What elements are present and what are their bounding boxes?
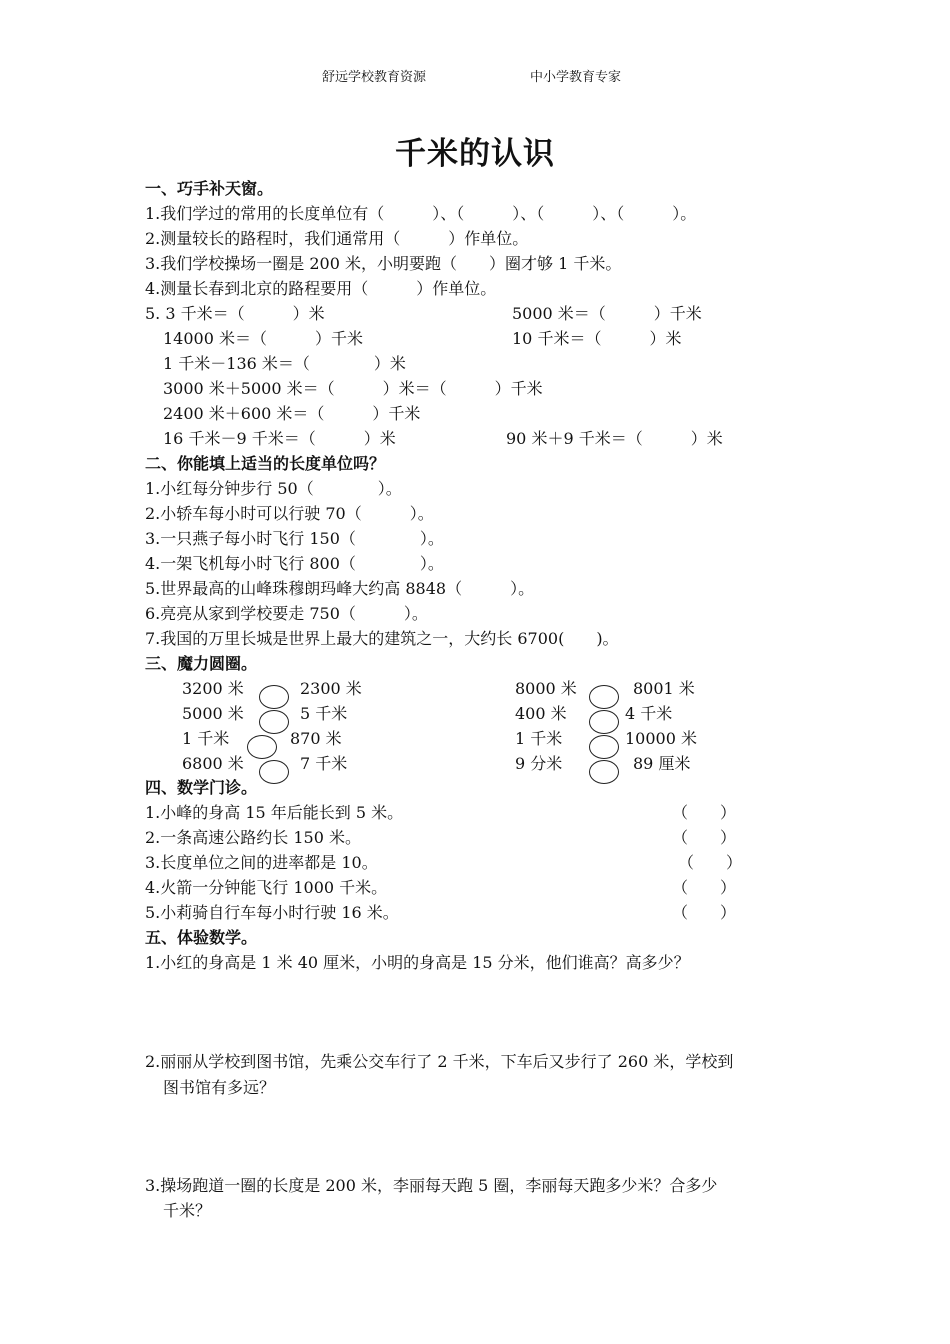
- s3-left-b: 7 千米: [300, 754, 348, 773]
- s5-q2-line1: 2.丽丽从学校到图书馆，先乘公交车行了 2 千米，下车后又步行了 260 米，学校到: [145, 1052, 734, 1071]
- page-title: 千米的认识: [395, 136, 555, 172]
- s2-item: 4.一架飞机每小时飞行 800（ ）。: [145, 554, 444, 573]
- header-left: 舒远学校教育资源: [322, 70, 427, 85]
- s3-right-a: 9 分米: [515, 754, 563, 773]
- s1-q2: 2.测量较长的路程时，我们通常用（ ）作单位。: [145, 229, 529, 248]
- s3-right-b: 10000 米: [625, 729, 697, 748]
- compare-circle[interactable]: [259, 760, 289, 784]
- s4-item: 4.火箭一分钟能飞行 1000 千米。: [145, 878, 388, 897]
- s3-left-b: 2300 米: [300, 679, 362, 698]
- s1-q3: 3.我们学校操场一圈是 200 米，小明要跑（ ）圈才够 1 千米。: [145, 254, 622, 273]
- judge-blank[interactable]: （ ）: [678, 853, 743, 872]
- s1-q5b-right: 10 千米＝（ ）米: [512, 329, 682, 348]
- s1-q5f-left: 16 千米－9 千米＝（ ）米: [163, 429, 396, 448]
- s3-left-b: 870 米: [290, 729, 342, 748]
- s1-q5d: 3000 米＋5000 米＝（ ）米＝（ ）千米: [163, 379, 543, 398]
- s3-left-a: 3200 米: [182, 679, 244, 698]
- s5-q3-line2: 千米？: [163, 1201, 212, 1220]
- judge-blank[interactable]: （ ）: [672, 828, 737, 847]
- s1-q5a-right: 5000 米＝（ ）千米: [512, 304, 702, 323]
- compare-circle[interactable]: [589, 735, 619, 759]
- s1-q5b-left: 14000 米＝（ ）千米: [163, 329, 363, 348]
- s5-q2-line2: 图书馆有多远？: [163, 1078, 276, 1097]
- s2-item: 6.亮亮从家到学校要走 750（ ）。: [145, 604, 428, 623]
- s5-q1: 1.小红的身高是 1 米 40 厘米，小明的身高是 15 分米，他们谁高？高多少？: [145, 953, 690, 972]
- judge-blank[interactable]: （ ）: [672, 878, 737, 897]
- s2-item: 3.一只燕子每小时飞行 150（ ）。: [145, 529, 444, 548]
- s5-q3-line1: 3.操场跑道一圈的长度是 200 米，李丽每天跑 5 圈，李丽每天跑多少米？合多少: [145, 1176, 718, 1195]
- s3-right-a: 1 千米: [515, 729, 563, 748]
- s1-q5f-right: 90 米＋9 千米＝（ ）米: [506, 429, 723, 448]
- s1-q5e: 2400 米＋600 米＝（ ）千米: [163, 404, 421, 423]
- judge-blank[interactable]: （ ）: [672, 803, 737, 822]
- s4-item: 2.一条高速公路约长 150 米。: [145, 828, 361, 847]
- compare-circle[interactable]: [259, 685, 289, 709]
- s1-q4: 4.测量长春到北京的路程要用（ ）作单位。: [145, 279, 497, 298]
- compare-circle[interactable]: [589, 710, 619, 734]
- s1-q1: 1.我们学过的常用的长度单位有（ ）、（ ）、（ ）、（ ）。: [145, 204, 697, 223]
- section3-heading: 三、魔力圆圈。: [145, 654, 258, 673]
- judge-blank[interactable]: （ ）: [672, 903, 737, 922]
- s1-q5c: 1 千米－136 米＝（ ）米: [163, 354, 406, 373]
- s3-left-a: 6800 米: [182, 754, 244, 773]
- s3-right-b: 8001 米: [633, 679, 695, 698]
- section4-heading: 四、数学门诊。: [145, 778, 258, 797]
- s2-item: 1.小红每分钟步行 50（ ）。: [145, 479, 402, 498]
- s3-left-a: 1 千米: [182, 729, 230, 748]
- s3-left-b: 5 千米: [300, 704, 348, 723]
- s3-right-b: 4 千米: [625, 704, 673, 723]
- s4-item: 5.小莉骑自行车每小时行驶 16 米。: [145, 903, 399, 922]
- section5-heading: 五、体验数学。: [145, 928, 258, 947]
- s3-right-b: 89 厘米: [633, 754, 691, 773]
- s4-item: 3.长度单位之间的进率都是 10。: [145, 853, 378, 872]
- compare-circle[interactable]: [247, 735, 277, 759]
- s2-item: 5.世界最高的山峰珠穆朗玛峰大约高 8848（ ）。: [145, 579, 535, 598]
- s2-item: 7.我国的万里长城是世界上最大的建筑之一，大约长 6700( )。: [145, 629, 619, 648]
- compare-circle[interactable]: [589, 685, 619, 709]
- s3-right-a: 8000 米: [515, 679, 577, 698]
- compare-circle[interactable]: [259, 710, 289, 734]
- section2-heading: 二、你能填上适当的长度单位吗？: [145, 454, 386, 473]
- header-right: 中小学教育专家: [530, 70, 622, 85]
- compare-circle[interactable]: [589, 760, 619, 784]
- s2-item: 2.小轿车每小时可以行驶 70（ ）。: [145, 504, 434, 523]
- s3-right-a: 400 米: [515, 704, 567, 723]
- s1-q5a-left: 5. 3 千米＝（ ）米: [145, 304, 325, 323]
- section1-heading: 一、巧手补天窗。: [145, 179, 274, 198]
- s3-left-a: 5000 米: [182, 704, 244, 723]
- s4-item: 1.小峰的身高 15 年后能长到 5 米。: [145, 803, 404, 822]
